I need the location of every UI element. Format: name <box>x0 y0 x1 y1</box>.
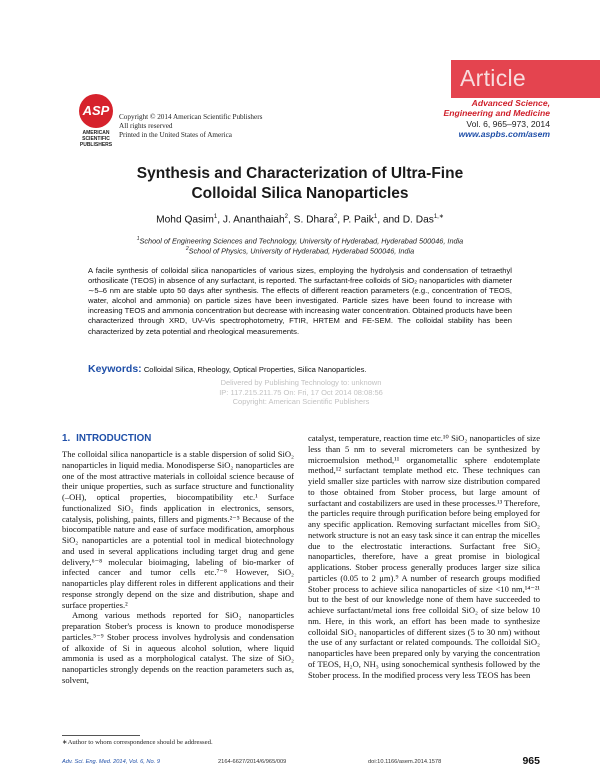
affiliation-sup: 1 <box>136 236 140 242</box>
journal-name-2: Engineering and Medicine <box>443 108 550 119</box>
affiliation-1 <box>50 236 550 245</box>
abstract: A facile synthesis of colloidal silica nanoparticles of various sizes, employing the hydrolysis and condensation of tetraethyl orthosilicate (TEOS) in absence of any surfactant, is reported. The surfactant-free colloids of SiO₂ nanoparticles with diameter ∼5–6 nm are stable upto 50 days after synthesis. The effects of different reaction parameters (e.g., concentration of TEOS, water, alcohol and ammonia) on particle sizes have been investigated. Particle sizes have been found to increase with increasing TEOS and ammonia concentration but decrease with increasing water concentration. Obtained products have been characterized through XRD, UV-Vis spectrophotometry, FTIR, HRTEM and FE-SEM. The colloidal stability has been characterized by zeta potential and rheological measurements. <box>88 266 512 336</box>
author-name: D. Das <box>402 214 434 226</box>
logo-text: ASP <box>82 103 110 118</box>
asp-logo-circle <box>79 94 113 128</box>
printed-line: Printed in the United States of America <box>119 131 232 139</box>
journal-url-link[interactable]: www.aspbs.com/asem <box>458 128 550 139</box>
keywords-list: Colloidal Silica, Rheology, Optical Properties, Silica Nanoparticles. <box>143 365 367 374</box>
footnote-divider <box>62 735 140 736</box>
author-name: P. Paik <box>342 214 374 226</box>
section-number: 1. <box>62 433 71 444</box>
affiliation-text: School of Physics, University of Hyderabad, Hyderabad 500046, India <box>188 246 415 256</box>
right-column <box>308 433 540 680</box>
watermark-line: IP: 117.215.211.75 On: Fri, 17 Oct 2014 08:08:56 <box>219 387 383 397</box>
logo-word: SCIENTIFIC <box>82 136 110 142</box>
paragraph: The colloidal silica nanoparticle is a stable dispersion of solid SiO₂ nanoparticles in liquid media. Monodisperse SiO₂ nanoparticles are one of the most attractive materials in colloidal science because of their unique properties, such as surface structure and functionality (–OH), optical properties, biocompatibility etc.¹ Surface functionalized SiO₂ finds application in electronics, sensors, catalysis, polishing, paints, fillers and pigments.²⁻⁵ Because of the biocompatible nature and ease of surface modification, amorphous SiO₂ nanoparticles are a potential tool in medical biotechnology and used in several applications including target drug and gene delivery,⁶⁻⁸ molecular bioimaging, labeling of bio-marker of infected cancer and tumor cells etc.⁷⁻⁸ However, SiO₂ nanoparticles play different roles in different applications and their response strongly depend on the size and distribution, shape and surface properties.² <box>62 449 294 610</box>
author-sup: 2 <box>284 214 288 220</box>
watermark-line: Delivered by Publishing Technology to: unknown <box>220 378 382 387</box>
publisher-logo <box>75 94 117 152</box>
title-line: Synthesis and Characterization of Ultra-Fine <box>136 165 464 182</box>
author-name: S. Dhara <box>293 214 334 226</box>
footnote: ∗Author to whom correspondence should be addressed. <box>62 739 213 746</box>
section-title: INTRODUCTION <box>76 433 152 444</box>
author-sup: 1 <box>373 214 378 220</box>
logo-word: PUBLISHERS <box>79 142 113 148</box>
paper-title <box>50 164 550 204</box>
article-label-tab <box>451 60 600 98</box>
page-footer <box>62 757 540 767</box>
title-line: Colloidal Silica Nanoparticles <box>191 185 409 202</box>
keywords <box>88 363 512 375</box>
author-sup: 1 <box>213 214 218 220</box>
paragraph: catalyst, temperature, reaction time etc.¹⁰ SiO₂ nanoparticles of size less than 5 nm to several micrometers can be synthesized by microemulsion method,¹¹ organometallic sphere endotemplate method,¹² surfactant template method etc. These techniques can yield smaller size particles with narrow size distribution compared to those obtained from Stober process, but large amount of surfactant and costabilizers are used in these processes.¹³ Therefore, the particles require through purification before being employed for any specific application. Removing surfactant micelles from SiO₂ network structure is not an easy task since it can entrap the micelles due to the electrostatic interactions. Surfactant free SiO₂ nanoparticles, therefore, have a great promise in biological applications. Stober process generally produces larger size silica particles (0.05 to 2 μm).⁹ A number of research groups modified Stober process to achieve silica nanoparticles of size <10 nm,¹⁴⁻²¹ but to the best of our knowledge none of them have succeeded to achieve surfactant/metal ions free colloidal SiO₂ of size below 10 nm. Here, in this work, an effort has been made to synthesize colloidal SiO₂ nanoparticles of different sizes (5 to 30 nm) without the use of any surfactant or related compounds. The colloidal SiO₂ nanoparticles have been prepared only by varying the concentration of TEOS, H₂O, NH₃ using sonochemical synthesis followed by the Stober process. In the modified process very less TEOS has been <box>308 433 540 680</box>
download-watermark <box>196 378 406 407</box>
author-sup: 2 <box>333 214 338 220</box>
publisher-info <box>119 113 262 140</box>
left-column <box>62 449 294 686</box>
copyright-line: Copyright © 2014 American Scientific Publishers <box>119 113 263 121</box>
author-name: Mohd Qasim <box>156 214 214 226</box>
volume-info: Vol. 6, 965–973, 2014 <box>466 118 550 129</box>
author-name: J. Ananthaiah <box>222 214 285 226</box>
keywords-label: Keywords: <box>88 363 142 375</box>
article-label: Article <box>460 65 527 91</box>
section-heading <box>62 433 151 444</box>
affiliation-text: School of Engineering Sciences and Technology, University of Hyderabad, Hyderabad 500046, India <box>139 236 464 246</box>
affiliation-2 <box>50 246 550 255</box>
footer-doi: doi:10.1166/asem.2014.1578 <box>368 759 442 765</box>
author-sup: 1,∗ <box>433 214 444 220</box>
paragraph: Among various methods reported for SiO₂ nanoparticles preparation Stober's process is known to produce monodisperse particles.⁵⁻⁹ Stober process involves hydrolysis and condensation of alkoxide of Si in aqueous alcohol solution, where liquid ammonia is used as a morphological catalyst. The size of SiO₂ nanoparticles strongly depends on the reaction parameters such as, solvent, <box>62 610 294 685</box>
watermark-line: Copyright: American Scientific Publishers <box>232 397 370 407</box>
logo-word: AMERICAN <box>82 130 110 136</box>
journal-info <box>444 98 550 139</box>
affiliation-sup: 2 <box>185 246 189 252</box>
page-number: 965 <box>522 755 540 767</box>
rights-line: All rights reserved <box>119 122 173 130</box>
footer-journal-ref: Adv. Sci. Eng. Med. 2014, Vol. 6, No. 9 <box>62 759 161 765</box>
footer-issn: 2164-6627/2014/6/965/009 <box>218 759 287 765</box>
logo-words <box>75 130 117 148</box>
author-list: Mohd Qasim$^1$, J. Ananthaiah$^2$, S. Dhara$^2$, P. Paik$^1$, and D. Das$^{1,∗}$ <box>156 214 444 226</box>
journal-name-1: Advanced Science, <box>471 98 550 108</box>
